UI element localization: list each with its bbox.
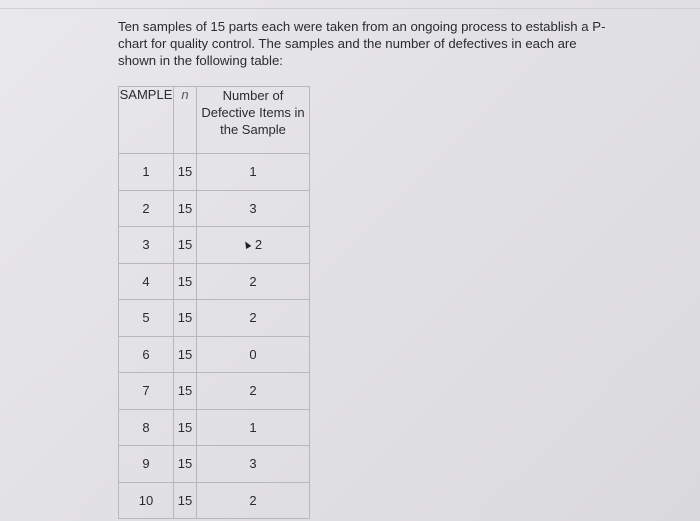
header-defective-line-2: Defective Items in [201,105,305,120]
cell-sample: 10 [119,482,174,519]
cell-sample: 8 [119,409,174,446]
header-defective-line-3: the Sample [220,122,286,137]
header-defective-line-1: Number of [222,88,284,103]
table-row [119,263,310,300]
table-header-row [119,87,310,154]
cell-defective: 3 [197,190,310,227]
cell-n: 15 [174,446,197,483]
cell-n: 15 [174,336,197,373]
mouse-pointer-icon [243,240,252,249]
cell-sample: 9 [119,446,174,483]
cell-defective [197,227,310,264]
cell-defective: 2 [197,300,310,337]
cell-defective: 2 [197,263,310,300]
problem-statement-line-1: Ten samples of 15 parts each were taken from an ongoing process to establish a P- [118,19,606,34]
table-row [119,446,310,483]
cell-n: 15 [174,300,197,337]
cell-defective-value: 2 [254,237,263,253]
cell-sample: 5 [119,300,174,337]
cell-defective: 3 [197,446,310,483]
cell-n: 15 [174,263,197,300]
table-row [119,373,310,410]
cell-sample: 6 [119,336,174,373]
cell-n: 15 [174,482,197,519]
cell-sample: 2 [119,190,174,227]
cell-defective: 1 [197,154,310,191]
cell-n: 15 [174,190,197,227]
cell-n: 15 [174,227,197,264]
table-row [119,336,310,373]
table-row [119,190,310,227]
table-row [119,409,310,446]
cell-defective: 2 [197,482,310,519]
cell-sample: 7 [119,373,174,410]
cell-n: 15 [174,154,197,191]
defectives-table [118,86,310,519]
cell-defective: 1 [197,409,310,446]
page-top-divider [0,8,700,9]
cell-defective: 0 [197,336,310,373]
problem-statement [118,18,618,69]
header-defective-items [197,87,310,154]
problem-statement-line-2: chart for quality control. The samples and the number of defectives in each are [118,36,577,51]
cell-n: 15 [174,409,197,446]
cell-sample: 3 [119,227,174,264]
header-n: n [174,87,197,154]
table-row [119,300,310,337]
problem-statement-line-3: shown in the following table: [118,53,283,68]
cell-sample: 1 [119,154,174,191]
cell-n: 15 [174,373,197,410]
table-row [119,154,310,191]
cell-sample: 4 [119,263,174,300]
cell-defective: 2 [197,373,310,410]
table-row [119,482,310,519]
table-row [119,227,310,264]
header-sample: SAMPLE [119,87,174,154]
